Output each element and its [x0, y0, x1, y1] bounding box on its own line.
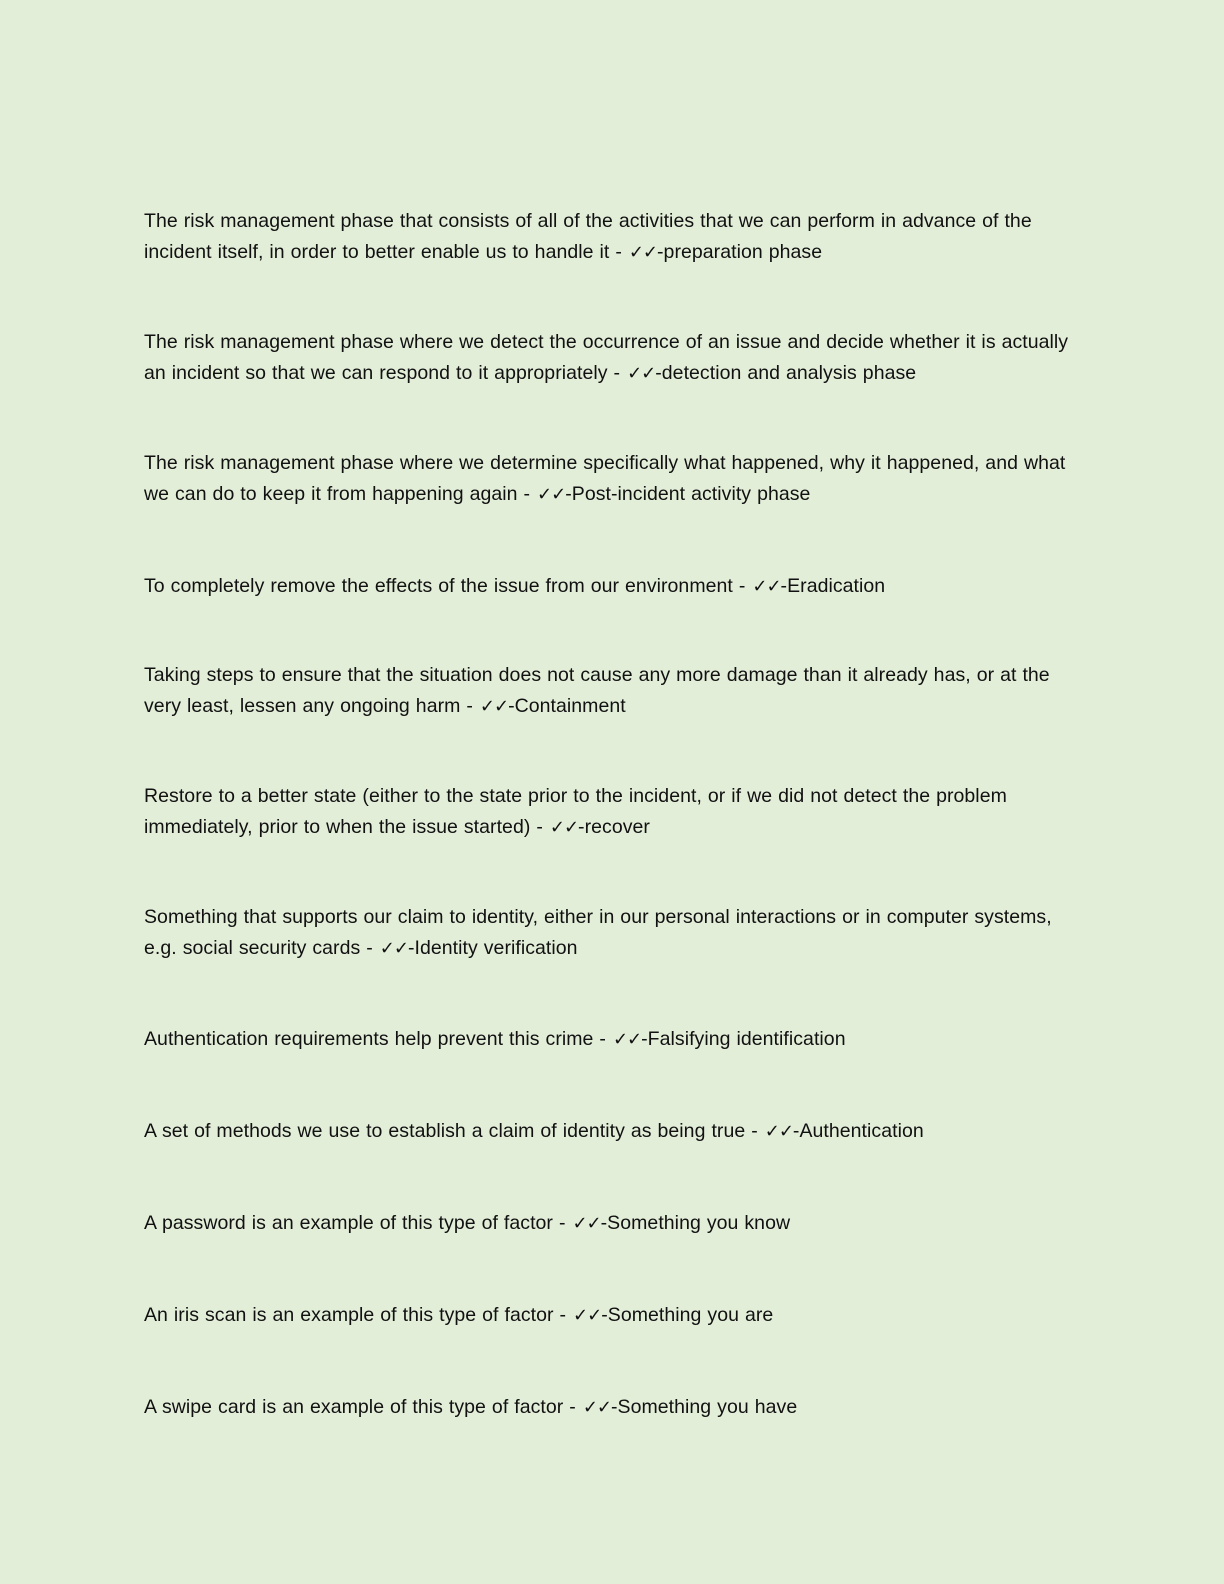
- answer-text: -Something you know: [600, 1211, 791, 1234]
- double-check-icon: ✓✓: [582, 1396, 611, 1418]
- qa-entry: [144, 448, 1084, 510]
- double-check-icon: ✓✓: [479, 695, 509, 717]
- answer-text: -Authentication: [792, 1119, 924, 1142]
- separator: -: [553, 1303, 573, 1326]
- separator: -: [732, 574, 752, 597]
- qa-entry: [144, 902, 1084, 964]
- qa-entry: [144, 1024, 1084, 1055]
- separator: -: [607, 361, 627, 384]
- question-text: The risk management phase where we detect the occurrence of an issue and decide whether it is actually an incident so that we can respond to it appropriately: [144, 330, 1069, 384]
- double-check-icon: ✓✓: [549, 816, 579, 838]
- qa-entry: [144, 1116, 1084, 1147]
- separator: -: [563, 1395, 582, 1418]
- separator: -: [460, 694, 479, 717]
- separator: -: [360, 936, 379, 959]
- double-check-icon: ✓✓: [752, 575, 781, 597]
- separator: -: [517, 482, 537, 505]
- answer-text: -Post-incident activity phase: [565, 482, 811, 505]
- question-text: Authentication requirements help prevent this crime: [144, 1027, 594, 1050]
- question-text: A swipe card is an example of this type of factor: [144, 1395, 564, 1418]
- double-check-icon: ✓✓: [764, 1120, 793, 1142]
- answer-text: -Identity verification: [407, 936, 578, 959]
- answer-text: -Eradication: [780, 574, 886, 597]
- separator: -: [745, 1119, 764, 1142]
- qa-entry: [144, 1392, 1084, 1423]
- question-text: The risk management phase where we determine specifically what happened, why it happened, and what we can do to keep it from happening again: [144, 451, 1066, 505]
- answer-text: -Containment: [508, 694, 626, 717]
- double-check-icon: ✓✓: [379, 937, 408, 959]
- answer-text: -Falsifying identification: [641, 1027, 846, 1050]
- qa-entry: [144, 781, 1084, 843]
- double-check-icon: ✓✓: [573, 1304, 602, 1326]
- question-text: Something that supports our claim to identity, either in our personal interactions or in computer systems, e.g. social security cards: [144, 905, 1052, 959]
- separator: -: [593, 1027, 612, 1050]
- double-check-icon: ✓✓: [612, 1028, 642, 1050]
- separator: -: [609, 240, 628, 263]
- double-check-icon: ✓✓: [572, 1212, 601, 1234]
- qa-entry: [144, 571, 1084, 602]
- answer-text: -preparation phase: [657, 240, 823, 263]
- question-text: A set of methods we use to establish a claim of identity as being true: [144, 1119, 746, 1142]
- answer-text: -recover: [578, 815, 650, 838]
- question-text: Restore to a better state (either to the state prior to the incident, or if we did not detect the problem immediately, prior to when the issue started): [144, 784, 1007, 838]
- double-check-icon: ✓✓: [628, 241, 658, 263]
- question-text: A password is an example of this type of factor: [144, 1211, 553, 1234]
- answer-text: -Something you are: [601, 1303, 774, 1326]
- qa-entry: [144, 660, 1084, 722]
- double-check-icon: ✓✓: [537, 483, 566, 505]
- separator: -: [552, 1211, 572, 1234]
- question-text: An iris scan is an example of this type of factor: [144, 1303, 554, 1326]
- qa-entry: [144, 327, 1084, 389]
- qa-entry: [144, 206, 1084, 268]
- question-text: To completely remove the effects of the issue from our environment: [144, 574, 733, 597]
- separator: -: [530, 815, 549, 838]
- answer-text: -detection and analysis phase: [655, 361, 917, 384]
- answer-text: -Something you have: [610, 1395, 798, 1418]
- qa-entry: [144, 1208, 1084, 1239]
- question-text: The risk management phase that consists of all of the activities that we can perform in advance of the incident itself, in order to better enable us to handle it: [144, 209, 1032, 263]
- question-text: Taking steps to ensure that the situation does not cause any more damage than it already has, or at the very least, lessen any ongoing harm: [144, 663, 1050, 717]
- double-check-icon: ✓✓: [627, 362, 656, 384]
- qa-entry: [144, 1300, 1084, 1331]
